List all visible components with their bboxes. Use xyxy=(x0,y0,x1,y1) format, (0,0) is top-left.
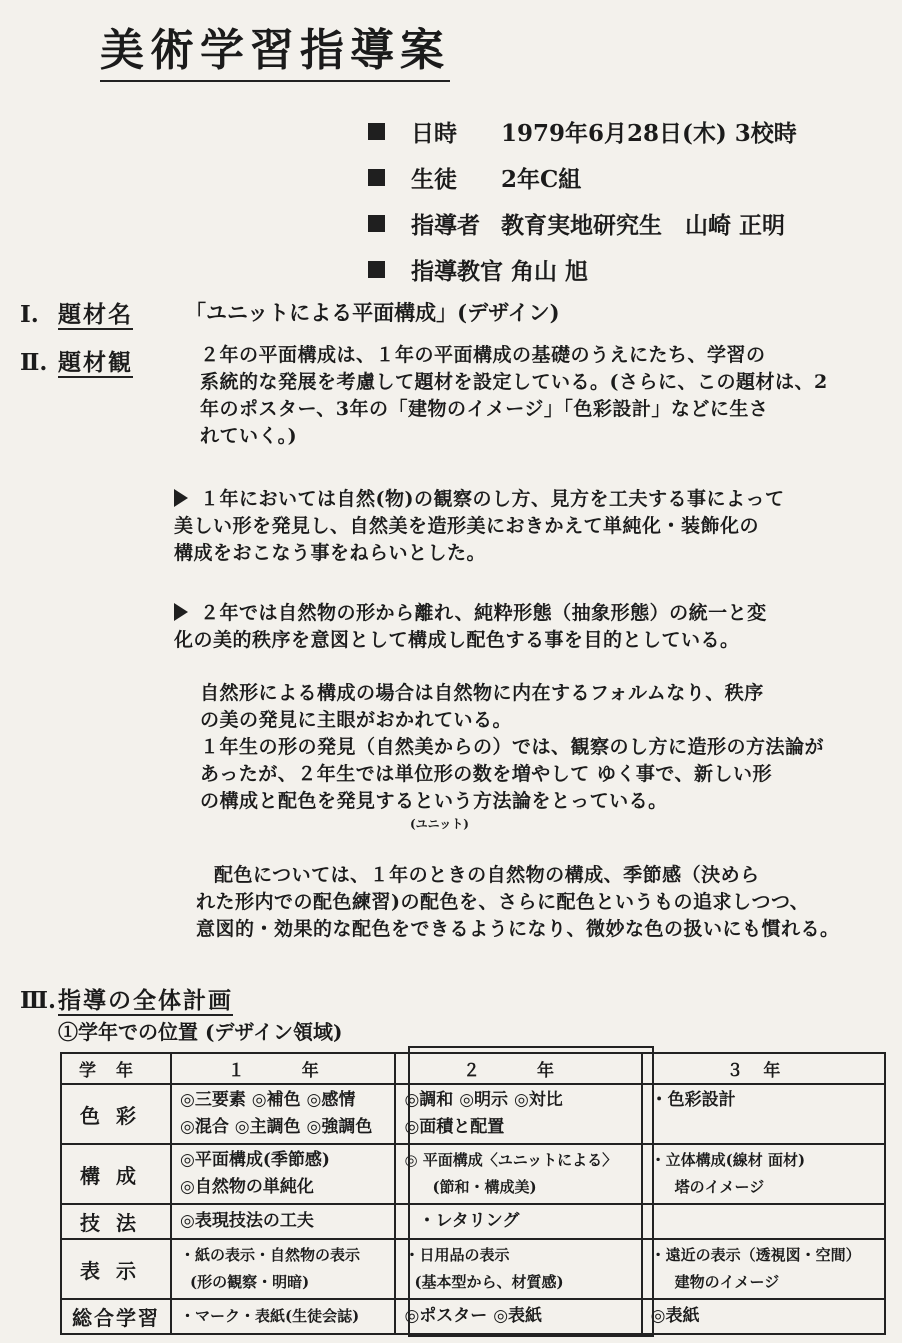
meta-label: 生徒 xyxy=(411,165,457,193)
table-row xyxy=(61,1239,885,1299)
meta-value: 角山 旭 xyxy=(511,257,589,285)
table-cell: ・日用品の表示 (基本型から、材質感) xyxy=(395,1239,641,1299)
square-bullet-icon xyxy=(368,261,385,278)
row-label: 総合学習 xyxy=(61,1299,171,1334)
paragraph-2: １年においては自然(物)の観察のし方、見方を工夫する事によって 美しい形を発見し、自然美を造形美におきかえて単純化・装飾化の 構成をおこなう事をねらいとした。 xyxy=(174,488,785,564)
table-cell: ・遠近の表示（透視図・空間） 建物のイメージ xyxy=(642,1239,885,1299)
triangle-bullet-icon xyxy=(174,603,188,621)
table-cell: ◎表現技法の工夫 xyxy=(171,1204,395,1239)
meta-row-supervisor xyxy=(368,246,797,292)
paragraph-1: ２年の平面構成は、１年の平面構成の基礎のうえにたち、学習の 系統的な発展を考慮して題材を設定している。(さらに、この題材は、2 年のポスター、3年の「建物のイメージ」「色彩設計」などに生さ れていく。) xyxy=(200,344,828,447)
row-label: 色彩 xyxy=(61,1084,171,1144)
section-1-heading: Ⅰ. 題材名 xyxy=(20,301,133,328)
table-header: 学年 xyxy=(61,1053,171,1084)
section-3-heading: Ⅲ.指導の全体計画 xyxy=(20,987,233,1014)
ruby-annotation: (ユニット) xyxy=(410,817,469,831)
table-row xyxy=(61,1299,885,1334)
table-cell: ◎平面構成(季節感) ◎自然物の単純化 xyxy=(171,1144,395,1204)
meta-row-instructor xyxy=(368,200,797,246)
meta-value: 1979年6月28日(木) 3校時 xyxy=(501,119,797,147)
table-row xyxy=(61,1204,885,1239)
meta-label: 指導者 xyxy=(411,211,480,239)
table-header: ３年 xyxy=(642,1053,885,1084)
table-cell xyxy=(642,1204,885,1239)
row-label: 技法 xyxy=(61,1204,171,1239)
section-1-text: 「ユニットによる平面構成」(デザイン) xyxy=(185,300,560,325)
square-bullet-icon xyxy=(368,169,385,186)
table-cell: ◎調和 ◎明示 ◎対比 ◎面積と配置 xyxy=(395,1084,641,1144)
row-label: 構成 xyxy=(61,1144,171,1204)
table-header: １ 年 xyxy=(171,1053,395,1084)
table-cell: ・紙の表示・自然物の表示 (形の観察・明暗) xyxy=(171,1239,395,1299)
meta-label: 指導教官 xyxy=(411,257,503,285)
table-cell: ◎ 平面構成〈ユニットによる〉 (節和・構成美) xyxy=(395,1144,641,1204)
table-cell: ・マーク・表紙(生徒会誌) xyxy=(171,1299,395,1334)
table-header: ２ 年 xyxy=(395,1053,641,1084)
table-cell: ◎三要素 ◎補色 ◎感情 ◎混合 ◎主調色 ◎強調色 xyxy=(171,1084,395,1144)
document-title: 美術学習指導案 xyxy=(100,14,450,82)
meta-block xyxy=(368,108,797,292)
section-3-subheading: ①学年での位置 (デザイン領域) xyxy=(58,1020,343,1044)
triangle-bullet-icon xyxy=(174,489,188,507)
meta-row-date xyxy=(368,108,797,154)
paragraph-3: ２年では自然物の形から離れ、純粋形態（抽象形態）の統一と変 化の美的秩序を意図として構成し配色する事を目的としている。 xyxy=(174,602,767,651)
square-bullet-icon xyxy=(368,123,385,140)
paragraph-4: 自然形による構成の場合は自然物に内在するフォルムなり、秩序 の美の発見に主眼がおかれている。 １年生の形の発見（自然美からの）では、観察のし方に造形の方法論が あったが、２年生では単位形の数を増やして ゆく事で、新しい形 の構成と配色を発見するという方法論をとっている。 xyxy=(200,682,825,812)
meta-value: 2年C組 xyxy=(501,165,582,193)
section-2-heading: Ⅱ. 題材観 xyxy=(20,349,133,376)
table-cell: ・色彩設計 xyxy=(642,1084,885,1144)
table-cell: ◎ポスター ◎表紙 xyxy=(395,1299,641,1334)
table-cell: ・立体構成(線材 面材) 塔のイメージ xyxy=(642,1144,885,1204)
curriculum-table xyxy=(60,1052,886,1335)
table-cell: ◎表紙 xyxy=(642,1299,885,1334)
table-header-row xyxy=(61,1053,885,1084)
square-bullet-icon xyxy=(368,215,385,232)
meta-label: 日時 xyxy=(411,119,457,147)
meta-value: 教育実地研究生 山崎 正明 xyxy=(501,211,786,239)
row-label: 表示 xyxy=(61,1239,171,1299)
paragraph-5: 配色については、１年のときの自然物の構成、季節感（決めら れた形内での配色練習)の配色を、さらに配色というもの追求しつつ、 意図的・効果的な配色をできるようになり、微妙な色の扱いにも慣れる。 xyxy=(196,864,840,940)
table-cell: ・レタリング xyxy=(395,1204,641,1239)
table-row xyxy=(61,1084,885,1144)
table-row xyxy=(61,1144,885,1204)
meta-row-students xyxy=(368,154,797,200)
